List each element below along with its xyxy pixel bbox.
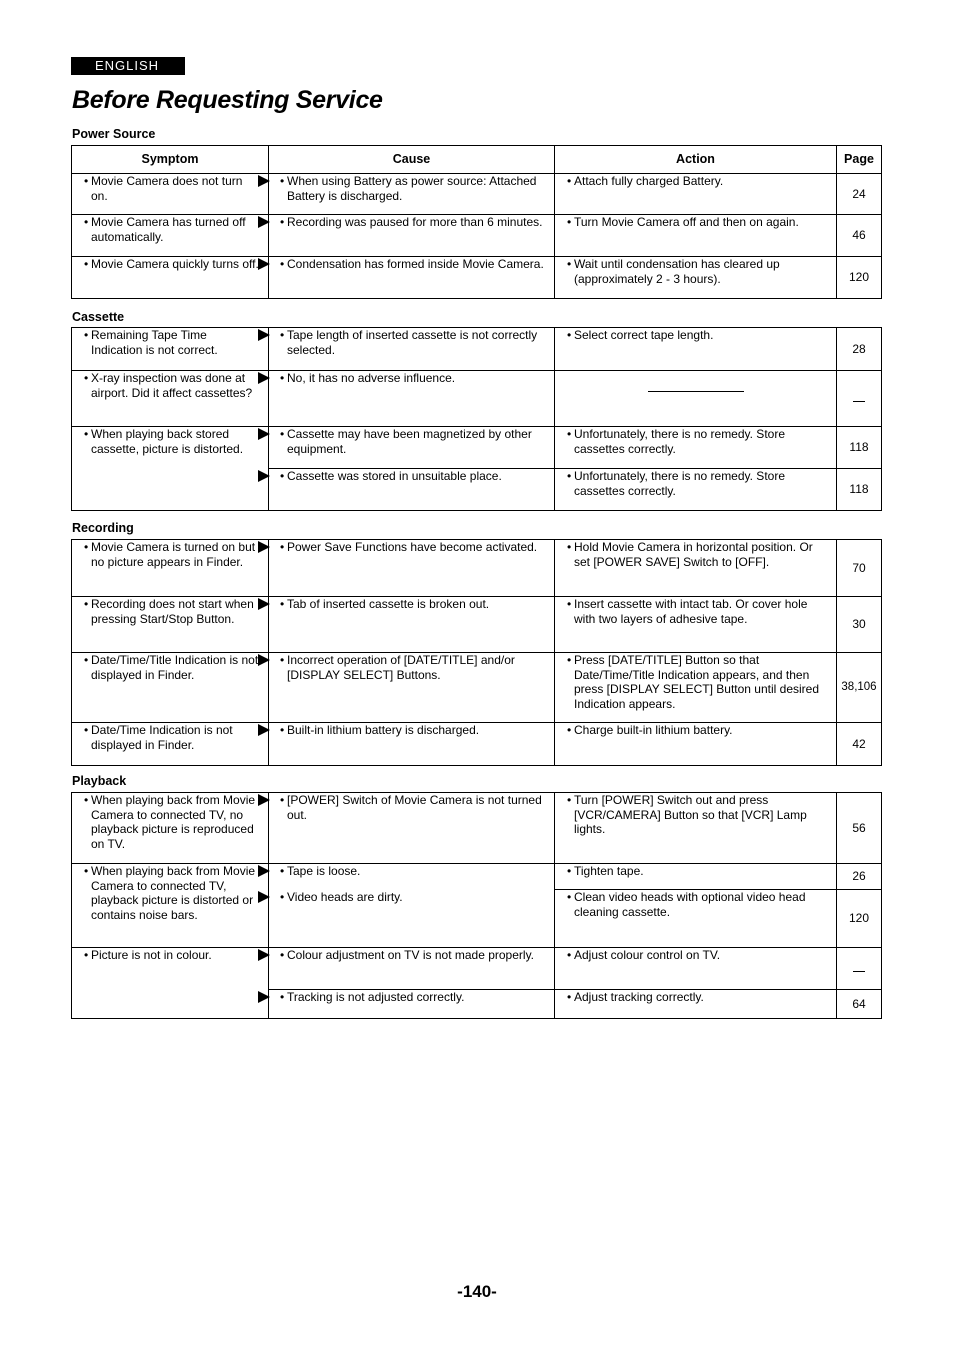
symptom-cell: • X-ray inspection was done at airport. Did it affect cassettes? bbox=[72, 371, 269, 427]
table-row bbox=[72, 540, 882, 597]
page-title: Before Requesting Service bbox=[72, 86, 383, 114]
symptom-text: X-ray inspection was done at airport. Did it affect cassettes? bbox=[91, 371, 253, 400]
arrow-icon bbox=[258, 991, 270, 1003]
cause-cell: • When using Battery as power source: Attached Battery is discharged. bbox=[269, 174, 555, 215]
action-text: Attach fully charged Battery. bbox=[574, 174, 724, 188]
table-row bbox=[72, 427, 882, 469]
cause-cell: • Incorrect operation of [DATE/TITLE] and/or [DISPLAY SELECT] Buttons. bbox=[269, 653, 555, 723]
page-reference: 28 bbox=[837, 328, 882, 371]
symptom-text: Recording does not start when pressing Start/Stop Button. bbox=[91, 597, 254, 626]
action-cell: • Charge built-in lithium battery. bbox=[555, 723, 837, 766]
page-reference: 46 bbox=[837, 215, 882, 257]
symptom-text: When playing back from Movie Camera to connected TV, no playback picture is reproduced on TV. bbox=[91, 793, 256, 851]
cause-cell: • Tracking is not adjusted correctly. bbox=[269, 990, 555, 1019]
action-text: Insert cassette with intact tab. Or cover hole with two layers of adhesive tape. bbox=[574, 597, 808, 626]
arrow-icon bbox=[258, 470, 270, 482]
action-cell: • Clean video heads with optional video head cleaning cassette. bbox=[555, 890, 837, 948]
arrow-icon bbox=[258, 216, 270, 228]
cause-cell: • Cassette was stored in unsuitable place. bbox=[269, 469, 555, 511]
page-reference: 42 bbox=[837, 723, 882, 766]
not-applicable-dash bbox=[853, 971, 865, 972]
cause-text: When using Battery as power source: Attached Battery is discharged. bbox=[287, 174, 537, 203]
symptom-cell: • Date/Time Indication is not displayed in Finder. bbox=[72, 723, 269, 766]
symptom-text: Movie Camera is turned on but no picture appears in Finder. bbox=[91, 540, 256, 569]
action-cell: • Adjust tracking correctly. bbox=[555, 990, 837, 1019]
language-tag: ENGLISH bbox=[71, 57, 185, 75]
page-reference: 70 bbox=[837, 540, 882, 597]
arrow-icon bbox=[258, 724, 270, 736]
cause-text: Built-in lithium battery is discharged. bbox=[287, 723, 480, 737]
action-cell: • Attach fully charged Battery. bbox=[555, 174, 837, 215]
table-row bbox=[72, 597, 882, 653]
cause-cell: • Recording was paused for more than 6 minutes. bbox=[269, 215, 555, 257]
not-applicable-line bbox=[648, 391, 744, 392]
table-row bbox=[72, 653, 882, 723]
action-text: Wait until condensation has cleared up (approximately 2 - 3 hours). bbox=[574, 257, 780, 286]
symptom-text: When playing back stored cassette, picture is distorted. bbox=[91, 427, 244, 456]
section-title-power-source: Power Source bbox=[72, 127, 156, 141]
symptom-text: Movie Camera does not turn on. bbox=[91, 174, 243, 203]
cause-text: Condensation has formed inside Movie Camera. bbox=[287, 257, 544, 271]
symptom-cell: • Picture is not in colour. bbox=[72, 948, 269, 1019]
action-cell-empty bbox=[555, 371, 837, 427]
page-reference: 24 bbox=[837, 174, 882, 215]
cause-text: Tracking is not adjusted correctly. bbox=[287, 990, 465, 1004]
table-row bbox=[72, 371, 882, 427]
symptom-cell: • Recording does not start when pressing Start/Stop Button. bbox=[72, 597, 269, 653]
action-text: Adjust tracking correctly. bbox=[574, 990, 704, 1004]
section-title-recording: Recording bbox=[72, 521, 134, 535]
cause-text: Cassette was stored in unsuitable place. bbox=[287, 469, 502, 483]
cause-text: Tape is loose. bbox=[287, 864, 361, 878]
page-reference: 56 bbox=[837, 793, 882, 864]
action-text: Tighten tape. bbox=[574, 864, 644, 878]
action-cell: • Select correct tape length. bbox=[555, 328, 837, 371]
arrow-icon bbox=[258, 891, 270, 903]
table-row bbox=[72, 328, 882, 371]
action-text: Unfortunately, there is no remedy. Store cassettes correctly. bbox=[574, 427, 785, 456]
arrow-icon bbox=[258, 541, 270, 553]
cause-cell: • Tab of inserted cassette is broken out. bbox=[269, 597, 555, 653]
action-text: Press [DATE/TITLE] Button so that Date/Time/Title Indication appears, and then press [DISPLAY SELECT] Button until desired Indication appears. bbox=[574, 653, 820, 711]
symptom-cell: • Movie Camera does not turn on. bbox=[72, 174, 269, 215]
action-text: Select correct tape length. bbox=[574, 328, 714, 342]
cause-cell: • No, it has no adverse influence. bbox=[269, 371, 555, 427]
page-reference: 38,106 bbox=[837, 653, 882, 723]
page-reference: 118 bbox=[837, 427, 882, 469]
action-cell: • Turn Movie Camera off and then on again. bbox=[555, 215, 837, 257]
section-title-cassette: Cassette bbox=[72, 310, 125, 324]
action-cell: • Turn [POWER] Switch out and press [VCR/CAMERA] Button so that [VCR] Lamp lights. bbox=[555, 793, 837, 864]
table-row bbox=[72, 793, 882, 864]
action-cell: • Tighten tape. bbox=[555, 864, 837, 890]
symptom-text: Picture is not in colour. bbox=[91, 948, 212, 962]
table-row bbox=[72, 257, 882, 299]
action-text: Unfortunately, there is no remedy. Store cassettes correctly. bbox=[574, 469, 785, 498]
symptom-text: Remaining Tape Time Indication is not correct. bbox=[91, 328, 218, 357]
header-cause: Cause bbox=[269, 146, 555, 174]
cause-cell: • [POWER] Switch of Movie Camera is not turned out. bbox=[269, 793, 555, 864]
cause-cell: • Colour adjustment on TV is not made properly. bbox=[269, 948, 555, 990]
header-symptom: Symptom bbox=[72, 146, 269, 174]
action-cell: • Unfortunately, there is no remedy. Store cassettes correctly. bbox=[555, 427, 837, 469]
cause-cell: • Tape length of inserted cassette is not correctly selected. bbox=[269, 328, 555, 371]
action-text: Turn [POWER] Switch out and press [VCR/CAMERA] Button so that [VCR] Lamp lights. bbox=[574, 793, 807, 836]
cause-text: Tab of inserted cassette is broken out. bbox=[287, 597, 490, 611]
arrow-icon bbox=[258, 329, 270, 341]
action-cell: • Unfortunately, there is no remedy. Store cassettes correctly. bbox=[555, 469, 837, 511]
cause-cell: • Cassette may have been magnetized by other equipment. bbox=[269, 427, 555, 469]
cause-text: No, it has no adverse influence. bbox=[287, 371, 456, 385]
cause-text: Incorrect operation of [DATE/TITLE] and/or [DISPLAY SELECT] Buttons. bbox=[287, 653, 515, 682]
symptom-text: Movie Camera quickly turns off. bbox=[91, 257, 259, 271]
cause-cell: • Power Save Functions have become activated. bbox=[269, 540, 555, 597]
playback-table bbox=[71, 792, 882, 1019]
action-cell: • Wait until condensation has cleared up (approximately 2 - 3 hours). bbox=[555, 257, 837, 299]
symptom-text: Date/Time Indication is not displayed in Finder. bbox=[91, 723, 233, 752]
symptom-cell: • Movie Camera has turned off automatically. bbox=[72, 215, 269, 257]
symptom-cell: • When playing back stored cassette, picture is distorted. bbox=[72, 427, 269, 511]
symptom-cell: • Date/Time/Title Indication is not displayed in Finder. bbox=[72, 653, 269, 723]
action-text: Charge built-in lithium battery. bbox=[574, 723, 733, 737]
cause-cell: • Built-in lithium battery is discharged. bbox=[269, 723, 555, 766]
recording-table bbox=[71, 539, 882, 766]
section-title-playback: Playback bbox=[72, 774, 127, 788]
arrow-icon bbox=[258, 175, 270, 187]
action-text: Hold Movie Camera in horizontal position. Or set [POWER SAVE] Switch to [OFF]. bbox=[574, 540, 813, 569]
page-number: -140- bbox=[457, 1282, 497, 1301]
page-reference-empty bbox=[837, 371, 882, 427]
cause-cell: • Video heads are dirty. bbox=[269, 890, 555, 948]
arrow-icon bbox=[258, 654, 270, 666]
symptom-cell: • When playing back from Movie Camera to connected TV, playback picture is distorted or contains noise bars. bbox=[72, 864, 269, 948]
arrow-icon bbox=[258, 598, 270, 610]
cause-text: Power Save Functions have become activated. bbox=[287, 540, 538, 554]
cassette-table bbox=[71, 327, 882, 511]
arrow-icon bbox=[258, 949, 270, 961]
action-cell: • Insert cassette with intact tab. Or cover hole with two layers of adhesive tape. bbox=[555, 597, 837, 653]
arrow-icon bbox=[258, 372, 270, 384]
cause-text: Colour adjustment on TV is not made properly. bbox=[287, 948, 535, 962]
arrow-icon bbox=[258, 428, 270, 440]
arrow-icon bbox=[258, 258, 270, 270]
header-page: Page bbox=[837, 146, 882, 174]
symptom-text: Movie Camera has turned off automatically. bbox=[91, 215, 246, 244]
cause-text: Video heads are dirty. bbox=[287, 889, 403, 904]
symptom-text: When playing back from Movie Camera to connected TV, playback picture is distorted or contains noise bars. bbox=[91, 864, 256, 922]
table-row bbox=[72, 174, 882, 215]
page-reference: 118 bbox=[837, 469, 882, 511]
arrow-icon bbox=[258, 794, 270, 806]
symptom-cell: • When playing back from Movie Camera to connected TV, no playback picture is reproduced on TV. bbox=[72, 793, 269, 864]
symptom-cell: • Movie Camera is turned on but no picture appears in Finder. bbox=[72, 540, 269, 597]
action-cell: • Press [DATE/TITLE] Button so that Date/Time/Title Indication appears, and then press [DISPLAY SELECT] Button until desired Indication appears. bbox=[555, 653, 837, 723]
page-reference: 30 bbox=[837, 597, 882, 653]
cause-cell: • Tape is loose. bbox=[269, 864, 555, 890]
cause-text: Cassette may have been magnetized by other equipment. bbox=[287, 427, 532, 456]
header-action: Action bbox=[555, 146, 837, 174]
table-row bbox=[72, 723, 882, 766]
symptom-cell: • Movie Camera quickly turns off. bbox=[72, 257, 269, 299]
arrow-icon bbox=[258, 865, 270, 877]
table-row bbox=[72, 215, 882, 257]
page-reference: 26 bbox=[837, 864, 882, 890]
not-applicable-dash bbox=[853, 401, 865, 402]
table-row bbox=[72, 948, 882, 990]
page-reference: 64 bbox=[837, 990, 882, 1019]
symptom-cell: • Remaining Tape Time Indication is not correct. bbox=[72, 328, 269, 371]
action-text: Turn Movie Camera off and then on again. bbox=[574, 215, 799, 229]
table-row bbox=[72, 864, 882, 890]
page-reference-empty bbox=[837, 948, 882, 990]
action-cell: • Hold Movie Camera in horizontal position. Or set [POWER SAVE] Switch to [OFF]. bbox=[555, 540, 837, 597]
action-text: Adjust colour control on TV. bbox=[574, 948, 721, 962]
page-reference: 120 bbox=[837, 257, 882, 299]
cause-text: [POWER] Switch of Movie Camera is not turned out. bbox=[287, 793, 542, 822]
action-text: Clean video heads with optional video head cleaning cassette. bbox=[574, 890, 806, 919]
table-header-row bbox=[72, 146, 882, 174]
cause-text: Recording was paused for more than 6 minutes. bbox=[287, 215, 543, 229]
cause-cell: • Condensation has formed inside Movie Camera. bbox=[269, 257, 555, 299]
page-reference: 120 bbox=[837, 890, 882, 948]
action-cell: • Adjust colour control on TV. bbox=[555, 948, 837, 990]
cause-text: Tape length of inserted cassette is not correctly selected. bbox=[287, 328, 538, 357]
symptom-text: Date/Time/Title Indication is not displayed in Finder. bbox=[91, 653, 259, 682]
power-source-table bbox=[71, 145, 882, 299]
